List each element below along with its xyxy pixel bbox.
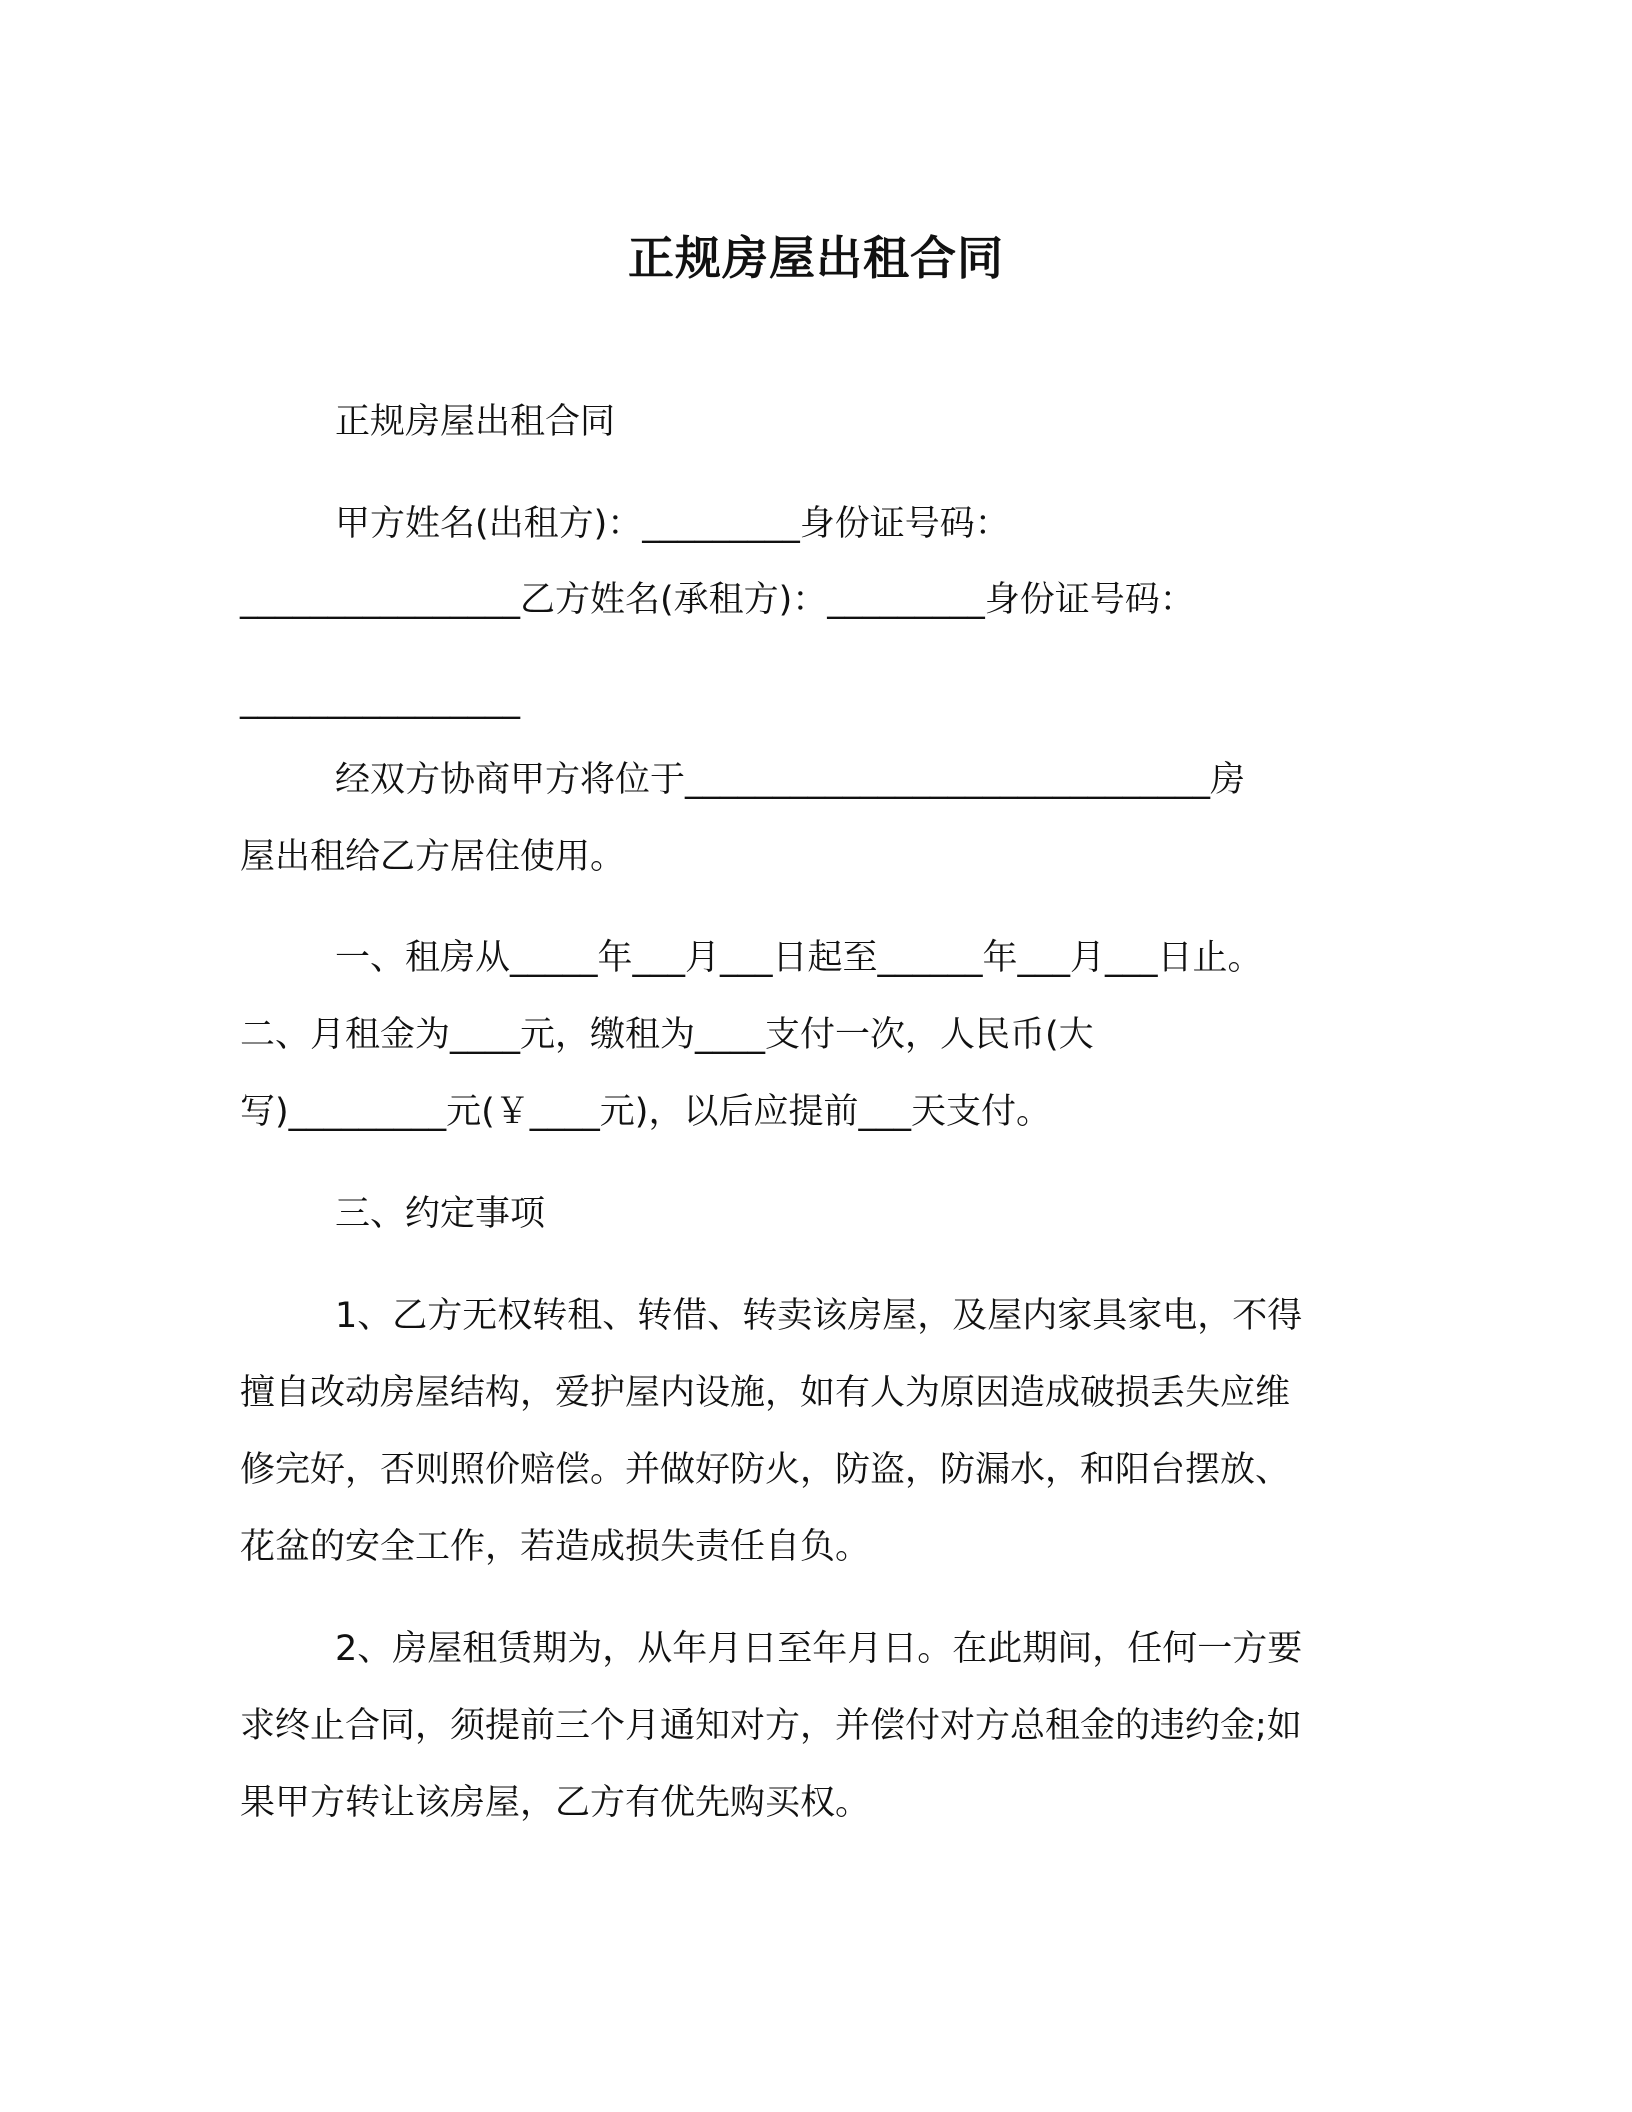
term-two-line-3: 果甲方转让该房屋，乙方有优先购买权。: [240, 1783, 871, 1823]
party-b-line: ________________乙方姓名(承租方)：_________身份证号码：: [240, 580, 1195, 620]
term-one-line-4: 花盆的安全工作，若造成损失责任自负。: [240, 1527, 871, 1567]
term-one-line-2: 擅自改动房屋结构，爱护屋内设施，如有人为原因造成破损丢失应维: [240, 1373, 1291, 1413]
location-line-continued: 屋出租给乙方居住使用。: [240, 837, 626, 877]
term-one-line-1: 1、乙方无权转租、转借、转卖该房屋，及屋内家具家电，不得: [335, 1296, 1303, 1336]
term-two-line-2: 求终止合同，须提前三个月通知对方，并偿付对方总租金的违约金;如: [240, 1706, 1302, 1746]
term-two-line-1: 2、房屋租赁期为，从年月日至年月日。在此期间，任何一方要: [335, 1629, 1303, 1669]
clause-three-heading: 三、约定事项: [335, 1194, 546, 1234]
clause-two-line-continued: 写)_________元(￥____元)，以后应提前___天支付。: [240, 1092, 1051, 1132]
party-a-line: 甲方姓名(出租方)：_________身份证号码：: [335, 504, 1010, 544]
clause-one-line: 一、租房从_____年___月___日起至______年___月___日止。: [335, 938, 1263, 978]
term-one-line-3: 修完好，否则照价赔偿。并做好防火，防盗，防漏水，和阳台摆放、: [240, 1450, 1291, 1490]
document-title: 正规房屋出租合同: [628, 231, 1004, 285]
subtitle-line: 正规房屋出租合同: [335, 402, 616, 442]
location-line: 经双方协商甲方将位于______________________________房: [335, 760, 1246, 800]
party-b-id-blank: ________________: [240, 680, 520, 720]
clause-two-line: 二、月租金为____元，缴租为____支付一次，人民币(大: [240, 1015, 1094, 1055]
